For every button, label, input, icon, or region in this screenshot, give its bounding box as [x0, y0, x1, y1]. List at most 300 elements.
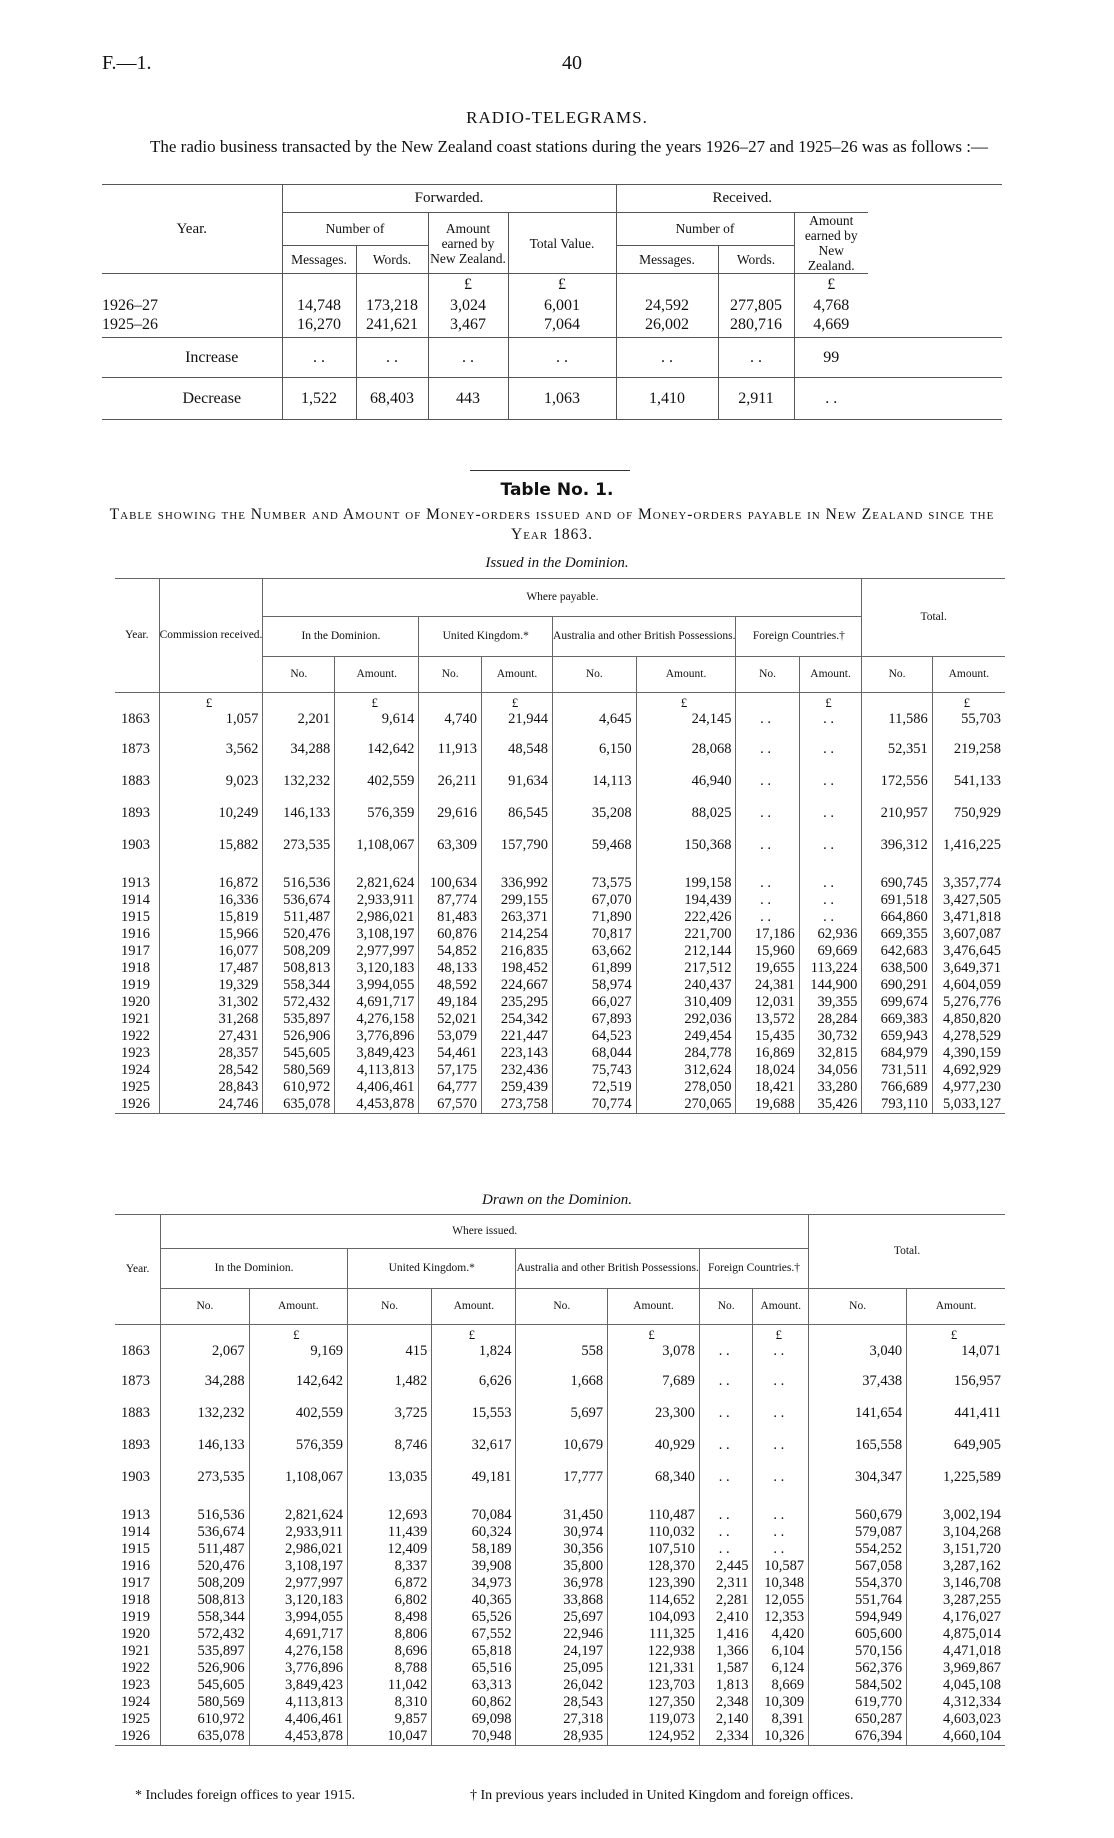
cell: 1,225,589 — [907, 1469, 1005, 1507]
cell: 132,232 — [161, 1405, 249, 1437]
table-row — [115, 711, 1005, 741]
row-year: 1883 — [121, 1404, 150, 1421]
cell: 172,556 — [862, 773, 932, 805]
cell: . . — [736, 741, 799, 773]
cell: 526,906 — [263, 1028, 335, 1045]
cell: 34,056 — [799, 1062, 862, 1079]
cell: 6,150 — [553, 741, 637, 773]
cell: 123,390 — [608, 1575, 700, 1592]
row-year: 1916 — [121, 925, 150, 942]
cell: 127,350 — [608, 1694, 700, 1711]
table-row — [115, 1045, 1005, 1062]
cell: 223,143 — [481, 1045, 552, 1062]
cell: 535,897 — [263, 1011, 335, 1028]
cell: 7,064 — [508, 316, 616, 338]
cell: 664,860 — [862, 909, 932, 926]
cell: 508,209 — [263, 943, 335, 960]
cell: 119,073 — [608, 1711, 700, 1728]
cell: 304,347 — [809, 1469, 907, 1507]
cell: . . — [736, 711, 799, 741]
cell: 37,438 — [809, 1373, 907, 1405]
cell: 16,336 — [159, 892, 263, 909]
cell: 3,649,371 — [932, 960, 1005, 977]
row-year: 1915 — [121, 908, 150, 925]
cell: . . — [356, 338, 428, 378]
table-row — [115, 1558, 1005, 1575]
cell: 4,768 — [794, 296, 868, 316]
cell: 67,070 — [553, 892, 637, 909]
cell: 584,502 — [809, 1677, 907, 1694]
cell: 49,181 — [432, 1469, 516, 1507]
cell: 64,523 — [553, 1028, 637, 1045]
cell: . . — [736, 805, 799, 837]
cell: 75,743 — [553, 1062, 637, 1079]
cell: 17,777 — [516, 1469, 608, 1507]
row-year: 1903 — [121, 836, 150, 853]
cell: 31,450 — [516, 1507, 608, 1524]
fwd-words-header: Words. — [356, 245, 428, 273]
fwd-messages-header: Messages. — [282, 245, 356, 273]
page-number: 40 — [562, 52, 582, 74]
cell: 28,843 — [159, 1079, 263, 1096]
row-year: 1925 — [121, 1078, 150, 1095]
no-header: No. — [736, 657, 799, 693]
cell: 12,031 — [736, 994, 799, 1011]
cell: 6,001 — [508, 296, 616, 316]
cell: 60,324 — [432, 1524, 516, 1541]
cell: 659,943 — [862, 1028, 932, 1045]
cell: 35,800 — [516, 1558, 608, 1575]
cell: 6,626 — [432, 1373, 516, 1405]
issued-body — [115, 711, 1005, 1114]
cell: 2,067 — [161, 1343, 249, 1373]
forwarded-header: Forwarded. — [282, 185, 616, 213]
cell: 3,040 — [809, 1343, 907, 1373]
table-row — [115, 741, 1005, 773]
rcv-words-header: Words. — [718, 245, 794, 273]
cell: 4,691,717 — [249, 1626, 347, 1643]
table-row — [115, 1626, 1005, 1643]
cell: 2,410 — [699, 1609, 753, 1626]
cell: 4,276,158 — [335, 1011, 419, 1028]
pound-sign: £ — [428, 274, 508, 296]
no-header: No. — [862, 657, 932, 693]
cell: 68,403 — [356, 378, 428, 420]
cell: 4,740 — [419, 711, 482, 741]
radio-title: RADIO-TELEGRAMS. — [466, 108, 648, 127]
cell: . . — [799, 892, 862, 909]
increase-row — [102, 338, 1002, 378]
cell: 19,329 — [159, 977, 263, 994]
cell: . . — [799, 837, 862, 875]
cell: 60,862 — [432, 1694, 516, 1711]
cell: 690,291 — [862, 977, 932, 994]
cell: 650,287 — [809, 1711, 907, 1728]
cell: 114,652 — [608, 1592, 700, 1609]
cell: 63,313 — [432, 1677, 516, 1694]
cell: 60,876 — [419, 926, 482, 943]
cell: 1,668 — [516, 1373, 608, 1405]
row-year: 1922 — [121, 1027, 150, 1044]
cell: 10,047 — [348, 1728, 432, 1746]
row-year: 1920 — [121, 993, 150, 1010]
cell: 558 — [516, 1343, 608, 1373]
table-row — [115, 960, 1005, 977]
table-row — [115, 926, 1005, 943]
cell: 210,957 — [862, 805, 932, 837]
cell: 5,697 — [516, 1405, 608, 1437]
cell: 2,140 — [699, 1711, 753, 1728]
row-year: 1916 — [121, 1557, 150, 1574]
cell: 2,334 — [699, 1728, 753, 1746]
cell: 9,169 — [249, 1343, 347, 1373]
radio-intro: The radio business transacted by the New Zealand coast stations during the years 1926–27 and 1925–26 was as follows :— — [150, 137, 989, 156]
cell: 580,569 — [161, 1694, 249, 1711]
cell: 3,120,183 — [249, 1592, 347, 1609]
cell: . . — [428, 338, 508, 378]
cell: 216,835 — [481, 943, 552, 960]
cell: 2,281 — [699, 1592, 753, 1609]
cell: 10,309 — [753, 1694, 809, 1711]
table-row — [115, 1343, 1005, 1373]
cell: 68,340 — [608, 1469, 700, 1507]
cell: . . — [736, 909, 799, 926]
row-year: 1926 — [121, 1095, 150, 1112]
cell: 124,952 — [608, 1728, 700, 1746]
cell: . . — [799, 711, 862, 741]
cell: 16,869 — [736, 1045, 799, 1062]
cell: 3,476,645 — [932, 943, 1005, 960]
cell: . . — [616, 338, 718, 378]
drawn-body — [115, 1343, 1005, 1746]
cell: 572,432 — [161, 1626, 249, 1643]
cell: . . — [753, 1469, 809, 1507]
cell: 221,700 — [636, 926, 736, 943]
row-year: 1920 — [121, 1625, 150, 1642]
cell: 35,426 — [799, 1096, 862, 1114]
drawn-subtitle: Drawn on the Dominion. — [482, 1192, 632, 1208]
cell: 511,487 — [263, 909, 335, 926]
amount-header: Amount. — [799, 657, 862, 693]
cell: 59,468 — [553, 837, 637, 875]
cell: 14,748 — [282, 296, 356, 316]
cell: . . — [508, 338, 616, 378]
cell: 88,025 — [636, 805, 736, 837]
row-year: 1925 — [121, 1710, 150, 1727]
cell: . . — [699, 1343, 753, 1373]
table-row — [115, 1643, 1005, 1660]
table-row — [115, 1541, 1005, 1558]
page-reference: F.—1. — [102, 52, 152, 74]
cell: 2,986,021 — [249, 1541, 347, 1558]
cell: 3,994,055 — [335, 977, 419, 994]
cell: 194,439 — [636, 892, 736, 909]
cell: 3,849,423 — [249, 1677, 347, 1694]
cell: 12,693 — [348, 1507, 432, 1524]
cell: . . — [699, 1541, 753, 1558]
no-header: No. — [419, 657, 482, 693]
cell: 8,310 — [348, 1694, 432, 1711]
cell: . . — [753, 1373, 809, 1405]
cell: 240,437 — [636, 977, 736, 994]
cell: 278,050 — [636, 1079, 736, 1096]
cell: 58,189 — [432, 1541, 516, 1558]
table-row — [115, 1694, 1005, 1711]
cell: 67,552 — [432, 1626, 516, 1643]
cell: 312,624 — [636, 1062, 736, 1079]
pound-sign: £ — [249, 1325, 347, 1343]
cell: 4,660,104 — [907, 1728, 1005, 1746]
cell: 11,439 — [348, 1524, 432, 1541]
cell: . . — [736, 773, 799, 805]
cell: 17,186 — [736, 926, 799, 943]
uk-header: United Kingdom.* — [348, 1249, 516, 1289]
table-row — [115, 1507, 1005, 1524]
amount-header: Amount. — [932, 657, 1005, 693]
footnote-dagger: † In previous years included in United Kingdom and foreign offices. — [470, 1788, 854, 1803]
cell: 17,487 — [159, 960, 263, 977]
cell: 57,175 — [419, 1062, 482, 1079]
cell: 67,893 — [553, 1011, 637, 1028]
cell: 66,027 — [553, 994, 637, 1011]
cell: 249,454 — [636, 1028, 736, 1045]
cell: 28,284 — [799, 1011, 862, 1028]
cell: 2,977,997 — [249, 1575, 347, 1592]
cell: 2,977,997 — [335, 943, 419, 960]
fwd-amount-header: Amount earned by New Zealand. — [428, 213, 508, 274]
cell: 40,929 — [608, 1437, 700, 1469]
cell: 10,249 — [159, 805, 263, 837]
cell: 18,024 — [736, 1062, 799, 1079]
cell: 263,371 — [481, 909, 552, 926]
cell: 221,447 — [481, 1028, 552, 1045]
row-year: 1918 — [121, 959, 150, 976]
cell: 508,813 — [263, 960, 335, 977]
cell: 402,559 — [335, 773, 419, 805]
cell: 10,326 — [753, 1728, 809, 1746]
fwd-number-of-header: Number of — [282, 213, 428, 246]
row-year: 1915 — [121, 1540, 150, 1557]
cell: 48,133 — [419, 960, 482, 977]
cell: 25,697 — [516, 1609, 608, 1626]
table-row — [102, 296, 1002, 316]
no-header: No. — [699, 1289, 753, 1325]
commission-header: Commission received. — [159, 579, 263, 693]
cell: 63,662 — [553, 943, 637, 960]
cell: 766,689 — [862, 1079, 932, 1096]
cell: 4,390,159 — [932, 1045, 1005, 1062]
cell: 4,176,027 — [907, 1609, 1005, 1626]
cell: 4,471,018 — [907, 1643, 1005, 1660]
cell: . . — [699, 1405, 753, 1437]
cell: 70,774 — [553, 1096, 637, 1114]
table-row — [115, 994, 1005, 1011]
row-year: 1918 — [121, 1591, 150, 1608]
cell: 3,104,268 — [907, 1524, 1005, 1541]
row-year: 1883 — [121, 772, 150, 789]
table-row — [115, 1011, 1005, 1028]
cell: 576,359 — [335, 805, 419, 837]
cell: 594,949 — [809, 1609, 907, 1626]
cell: 1,824 — [432, 1343, 516, 1373]
table-row — [115, 1677, 1005, 1694]
cell: 4,691,717 — [335, 994, 419, 1011]
dominion-header: In the Dominion. — [161, 1249, 348, 1289]
cell: 15,966 — [159, 926, 263, 943]
cell: 610,972 — [263, 1079, 335, 1096]
cell: . . — [736, 892, 799, 909]
cell: 198,452 — [481, 960, 552, 977]
cell: 516,536 — [161, 1507, 249, 1524]
cell: 273,535 — [161, 1469, 249, 1507]
cell: 6,802 — [348, 1592, 432, 1609]
cell: 16,077 — [159, 943, 263, 960]
cell: 99 — [794, 338, 868, 378]
cell: 91,634 — [481, 773, 552, 805]
cell: 34,973 — [432, 1575, 516, 1592]
cell: 560,679 — [809, 1507, 907, 1524]
cell: 3,024 — [428, 296, 508, 316]
cell: 141,654 — [809, 1405, 907, 1437]
issued-total-header: Total. — [862, 579, 1005, 657]
cell: . . — [753, 1343, 809, 1373]
cell: . . — [699, 1373, 753, 1405]
cell: 13,035 — [348, 1469, 432, 1507]
cell: 3,969,867 — [907, 1660, 1005, 1677]
table-row — [115, 943, 1005, 960]
table-row — [115, 1062, 1005, 1079]
cell: 12,055 — [753, 1592, 809, 1609]
cell: 310,409 — [636, 994, 736, 1011]
cell: 26,002 — [616, 316, 718, 338]
table-row — [115, 875, 1005, 892]
cell: 4,406,461 — [249, 1711, 347, 1728]
cell: 25,095 — [516, 1660, 608, 1677]
cell: 142,642 — [249, 1373, 347, 1405]
cell: 48,592 — [419, 977, 482, 994]
cell: 217,512 — [636, 960, 736, 977]
cell: 580,569 — [263, 1062, 335, 1079]
radio-table — [102, 184, 1002, 420]
row-year: 1924 — [121, 1061, 150, 1078]
cell: 132,232 — [263, 773, 335, 805]
pound-sign: £ — [432, 1325, 516, 1343]
cell: 111,325 — [608, 1626, 700, 1643]
cell: . . — [753, 1507, 809, 1524]
cell: 10,348 — [753, 1575, 809, 1592]
cell: 545,605 — [161, 1677, 249, 1694]
cell: 2,911 — [718, 378, 794, 420]
cell: 69,669 — [799, 943, 862, 960]
cell: 107,510 — [608, 1541, 700, 1558]
cell: 122,938 — [608, 1643, 700, 1660]
cell: 551,764 — [809, 1592, 907, 1609]
cell: 16,270 — [282, 316, 356, 338]
cell: 146,133 — [161, 1437, 249, 1469]
no-header: No. — [809, 1289, 907, 1325]
cell: 39,908 — [432, 1558, 516, 1575]
cell: . . — [753, 1437, 809, 1469]
amount-header: Amount. — [335, 657, 419, 693]
row-year: 1893 — [121, 1436, 150, 1453]
cell: 292,036 — [636, 1011, 736, 1028]
cell: 62,936 — [799, 926, 862, 943]
cell: 4,692,929 — [932, 1062, 1005, 1079]
cell: 12,353 — [753, 1609, 809, 1626]
cell: 9,857 — [348, 1711, 432, 1728]
cell: 12,409 — [348, 1541, 432, 1558]
foreign-header: Foreign Countries.† — [736, 617, 862, 657]
cell: 5,033,127 — [932, 1096, 1005, 1114]
row-year: 1863 — [121, 710, 150, 727]
cell: 64,777 — [419, 1079, 482, 1096]
where-payable-header: Where payable. — [263, 579, 862, 617]
cell: . . — [753, 1524, 809, 1541]
cell: 28,068 — [636, 741, 736, 773]
cell: 110,487 — [608, 1507, 700, 1524]
cell: 1,063 — [508, 378, 616, 420]
table-row — [115, 1524, 1005, 1541]
row-year: 1919 — [121, 1608, 150, 1625]
pound-sign: £ — [636, 693, 736, 711]
cell: 3,427,505 — [932, 892, 1005, 909]
table-row — [115, 1592, 1005, 1609]
radio-year-header: Year. — [102, 185, 282, 274]
table-row — [102, 316, 1002, 338]
table-row — [115, 1711, 1005, 1728]
cell: 104,093 — [608, 1609, 700, 1626]
cell: 520,476 — [161, 1558, 249, 1575]
cell: . . — [699, 1524, 753, 1541]
table-row — [115, 1028, 1005, 1045]
cell: 14,071 — [907, 1343, 1005, 1373]
cell: 273,758 — [481, 1096, 552, 1114]
cell: 4,278,529 — [932, 1028, 1005, 1045]
cell: 144,900 — [799, 977, 862, 994]
cell: 70,817 — [553, 926, 637, 943]
cell: 10,679 — [516, 1437, 608, 1469]
cell: 3,287,162 — [907, 1558, 1005, 1575]
cell: 67,570 — [419, 1096, 482, 1114]
cell: 29,616 — [419, 805, 482, 837]
cell: 4,669 — [794, 316, 868, 338]
cell: 642,683 — [862, 943, 932, 960]
cell: 3,471,818 — [932, 909, 1005, 926]
cell: 52,351 — [862, 741, 932, 773]
cell: 3,994,055 — [249, 1609, 347, 1626]
cell: 73,575 — [553, 875, 637, 892]
cell: 396,312 — [862, 837, 932, 875]
table-row — [115, 837, 1005, 875]
cell: . . — [799, 805, 862, 837]
amount-header: Amount. — [481, 657, 552, 693]
cell: 32,617 — [432, 1437, 516, 1469]
table-row — [115, 1079, 1005, 1096]
cell: 53,079 — [419, 1028, 482, 1045]
foreign-header: Foreign Countries.† — [699, 1249, 808, 1289]
aus-header: Australia and other British Possessions. — [553, 617, 736, 657]
cell: 4,453,878 — [335, 1096, 419, 1114]
cell: 8,696 — [348, 1643, 432, 1660]
cell: 23,300 — [608, 1405, 700, 1437]
cell: 2,933,911 — [249, 1524, 347, 1541]
cell: 3,607,087 — [932, 926, 1005, 943]
row-year: 1893 — [121, 804, 150, 821]
table-row — [115, 977, 1005, 994]
cell: 1,482 — [348, 1373, 432, 1405]
cell: . . — [794, 378, 868, 420]
cell: 121,331 — [608, 1660, 700, 1677]
